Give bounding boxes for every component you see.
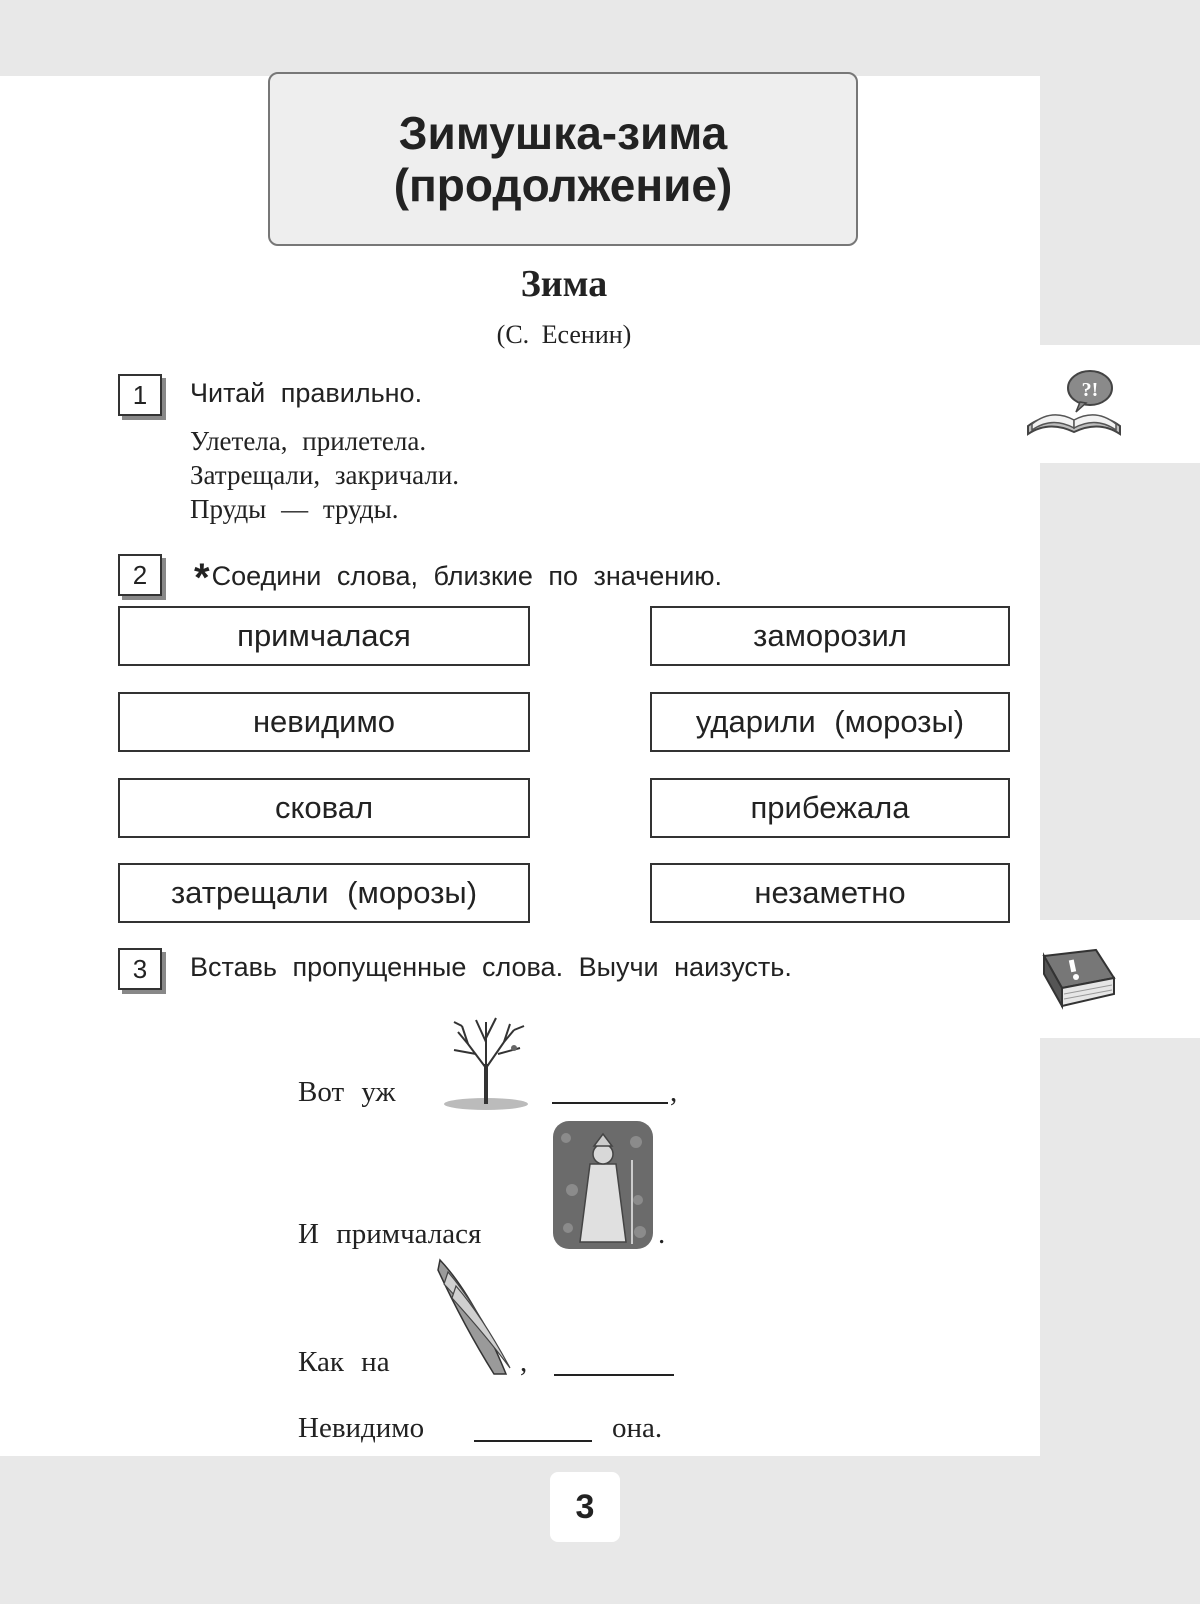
poem-line-4-end: она. <box>612 1412 663 1444</box>
word-box-right[interactable]: ударили (морозы) <box>650 692 1010 752</box>
closed-book-exclamation-icon <box>1034 948 1118 1010</box>
poem-line-4-start: Невидимо <box>298 1412 425 1444</box>
word-box-left[interactable]: затрещали (морозы) <box>118 863 530 923</box>
task2-instruction: Соедини слова, близкие по значению. <box>211 561 723 591</box>
chapter-title-box <box>268 72 858 246</box>
poem-line-2: И примчалася <box>298 1218 482 1250</box>
answer-blank-3[interactable] <box>474 1440 592 1442</box>
wing-icon <box>434 1256 524 1378</box>
period: . <box>658 1218 666 1250</box>
task1-word-lines <box>190 424 459 526</box>
winter-maiden-icon <box>552 1120 654 1250</box>
word-box-right[interactable]: заморозил <box>650 606 1010 666</box>
word-box-right[interactable]: прибежала <box>650 778 1010 838</box>
task1-line: Улетела, прилетела. <box>190 426 427 456</box>
task-number-3: 3 <box>118 948 162 990</box>
answer-blank-1[interactable] <box>552 1102 668 1104</box>
star-marker: * <box>194 556 210 600</box>
open-book-question-icon <box>1024 370 1124 442</box>
bare-tree-icon <box>440 1012 532 1112</box>
poem-author: (С. Есенин) <box>496 320 632 349</box>
task2-instruction-row <box>194 550 723 600</box>
word-box-left[interactable]: невидимо <box>118 692 530 752</box>
right-margin-strip <box>1040 0 1200 1604</box>
word-box-right[interactable]: незаметно <box>650 863 1010 923</box>
task-number-2: 2 <box>118 554 162 596</box>
task1-instruction: Читай правильно. <box>190 378 423 408</box>
svg-text:?!: ?! <box>1081 379 1099 401</box>
page-number: 3 <box>550 1472 620 1542</box>
task-number-1: 1 <box>118 374 162 416</box>
chapter-title-line2: (продолжение) <box>393 159 733 211</box>
poem-line-3: Как на <box>298 1346 390 1378</box>
answer-blank-2[interactable] <box>554 1374 674 1376</box>
poem-title: Зима <box>520 263 608 305</box>
task1-line: Пруды — труды. <box>190 494 399 524</box>
task1-line: Затрещали, закричали. <box>190 460 460 490</box>
poem-line-1: Вот уж <box>298 1076 396 1108</box>
comma: , <box>520 1346 528 1378</box>
chapter-title-line1: Зимушка-зима <box>398 107 728 159</box>
word-box-left[interactable]: сковал <box>118 778 530 838</box>
task3-instruction: Вставь пропущенные слова. Выучи наизусть. <box>190 952 792 982</box>
word-box-left[interactable]: примчалася <box>118 606 530 666</box>
comma: , <box>670 1076 678 1108</box>
